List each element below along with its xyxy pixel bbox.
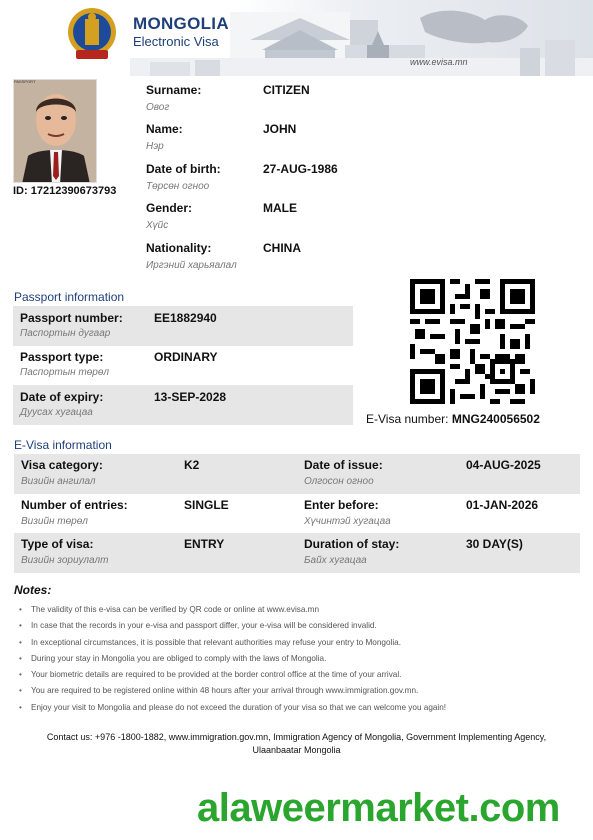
visa-category-label: Visa category: bbox=[21, 458, 103, 472]
enter-before-value: 01-JAN-2026 bbox=[466, 498, 539, 512]
enter-before-label-mn: Хүчинтэй хугацаа bbox=[304, 516, 391, 527]
nationality-label-mn: Иргэний харьяалал bbox=[146, 260, 237, 271]
passport-row bbox=[13, 345, 353, 385]
id-label: ID: bbox=[13, 185, 28, 197]
gender-label-mn: Хүйс bbox=[146, 220, 169, 231]
dob-value: 27-AUG-1986 bbox=[263, 162, 338, 176]
name-label-mn: Нэр bbox=[146, 141, 164, 152]
visa-category-label-mn: Визийн ангилал bbox=[21, 476, 96, 487]
nationality-label: Nationality: bbox=[146, 241, 212, 255]
passport-number-value: EE1882940 bbox=[154, 311, 217, 325]
name-value: JOHN bbox=[263, 122, 297, 136]
passport-type-value: ORDINARY bbox=[154, 350, 218, 364]
evisa-number bbox=[366, 412, 540, 426]
mongolia-state-emblem-icon bbox=[66, 6, 118, 62]
note-item: • In case that the records in your e-visa and passport differ, your e-visa will be considered invalid. bbox=[18, 620, 578, 636]
entries-label-mn: Визийн төрөл bbox=[21, 516, 88, 527]
header-banner bbox=[0, 0, 593, 76]
expiry-value: 13-SEP-2028 bbox=[154, 390, 227, 404]
holder-id bbox=[13, 185, 116, 197]
passport-type-label: Passport type: bbox=[20, 350, 104, 364]
photo-caption: PASSPORT bbox=[14, 79, 36, 84]
dob-label-mn: Төрсөн огноо bbox=[146, 181, 210, 192]
note-item: • You are required to be registered online within 48 hours after your arrival through www.immigration.gov.mn. bbox=[18, 685, 578, 701]
gender-field bbox=[146, 201, 192, 231]
duration-value: 30 DAY(S) bbox=[466, 537, 523, 551]
notes-title: Notes: bbox=[14, 583, 52, 597]
issue-date-label-mn: Олгосон огноо bbox=[304, 476, 374, 487]
dob-field bbox=[146, 162, 221, 192]
duration-label-mn: Байх хугацаа bbox=[304, 555, 367, 566]
note-item: • Your biometric details are required to be provided at the border control office at the time of your arrival. bbox=[18, 669, 578, 685]
contact-info bbox=[0, 731, 593, 757]
note-item: • Enjoy your visit to Mongolia and please do not exceed the duration of your visa so that we can welcome you again! bbox=[18, 702, 578, 718]
dob-label: Date of birth: bbox=[146, 162, 221, 176]
expiry-label: Date of expiry: bbox=[20, 390, 104, 404]
website-text: www.evisa.mn bbox=[410, 57, 468, 67]
passport-type-label-mn: Паспортын төрөл bbox=[20, 367, 110, 378]
issue-date-value: 04-AUG-2025 bbox=[466, 458, 541, 472]
enter-before-label: Enter before: bbox=[304, 498, 379, 512]
evisa-number-value: MNG240056502 bbox=[451, 412, 540, 426]
nationality-field bbox=[146, 241, 237, 271]
entries-label: Number of entries: bbox=[21, 498, 128, 512]
qr-code-icon bbox=[410, 279, 535, 404]
visa-category-value: K2 bbox=[184, 458, 200, 472]
visa-row bbox=[14, 454, 580, 494]
visa-type-label-mn: Визийн зориулалт bbox=[21, 555, 109, 566]
surname-label-mn: Овог bbox=[146, 102, 170, 113]
id-value: 17212390673793 bbox=[30, 185, 117, 197]
note-item: • The validity of this e-visa can be verified by QR code or online at www.evisa.mn bbox=[18, 604, 578, 620]
passport-number-label-mn: Паспортын дугаар bbox=[20, 328, 111, 339]
evisa-number-label: E-Visa number: bbox=[366, 412, 449, 426]
duration-label: Duration of stay: bbox=[304, 537, 400, 551]
entries-value: SINGLE bbox=[184, 498, 229, 512]
document-title: Electronic Visa bbox=[133, 34, 219, 49]
note-item: • In exceptional circumstances, it is possible that relevant authorities may refuse your entry to Mongolia. bbox=[18, 637, 578, 653]
visa-type-label: Type of visa: bbox=[21, 537, 94, 551]
gender-value: MALE bbox=[263, 201, 297, 215]
name-label: Name: bbox=[146, 122, 183, 136]
issue-date-label: Date of issue: bbox=[304, 458, 383, 472]
notes-list bbox=[18, 604, 578, 718]
passport-row bbox=[13, 306, 353, 346]
nationality-value: CHINA bbox=[263, 241, 301, 255]
portrait-image bbox=[14, 80, 97, 183]
passport-row bbox=[13, 385, 353, 425]
surname-value: CITIZEN bbox=[263, 83, 310, 97]
passport-section-title: Passport information bbox=[14, 290, 125, 304]
contact-line-2: Ulaanbaatar Mongolia bbox=[252, 745, 341, 755]
holder-photo bbox=[13, 79, 97, 183]
visa-row bbox=[14, 533, 580, 573]
expiry-label-mn: Дуусах хугацаа bbox=[20, 407, 93, 418]
visa-row bbox=[14, 493, 580, 533]
passport-number-label: Passport number: bbox=[20, 311, 123, 325]
gender-label: Gender: bbox=[146, 201, 193, 215]
watermark-text: alaweermarket.com bbox=[197, 786, 560, 830]
contact-line-1: Contact us: +976 -1800-1882, www.immigration.gov.mn, Immigration Agency of Mongolia, Government Implementing Agency, bbox=[46, 732, 547, 742]
visa-section-title: E-Visa information bbox=[14, 438, 112, 452]
country-title: MONGOLIA bbox=[133, 14, 229, 33]
visa-type-value: ENTRY bbox=[184, 537, 225, 551]
note-item: • During your stay in Mongolia you are obliged to comply with the laws of Mongolia. bbox=[18, 653, 578, 669]
surname-field bbox=[146, 83, 201, 113]
name-field bbox=[146, 122, 183, 152]
surname-label: Surname: bbox=[146, 83, 202, 97]
